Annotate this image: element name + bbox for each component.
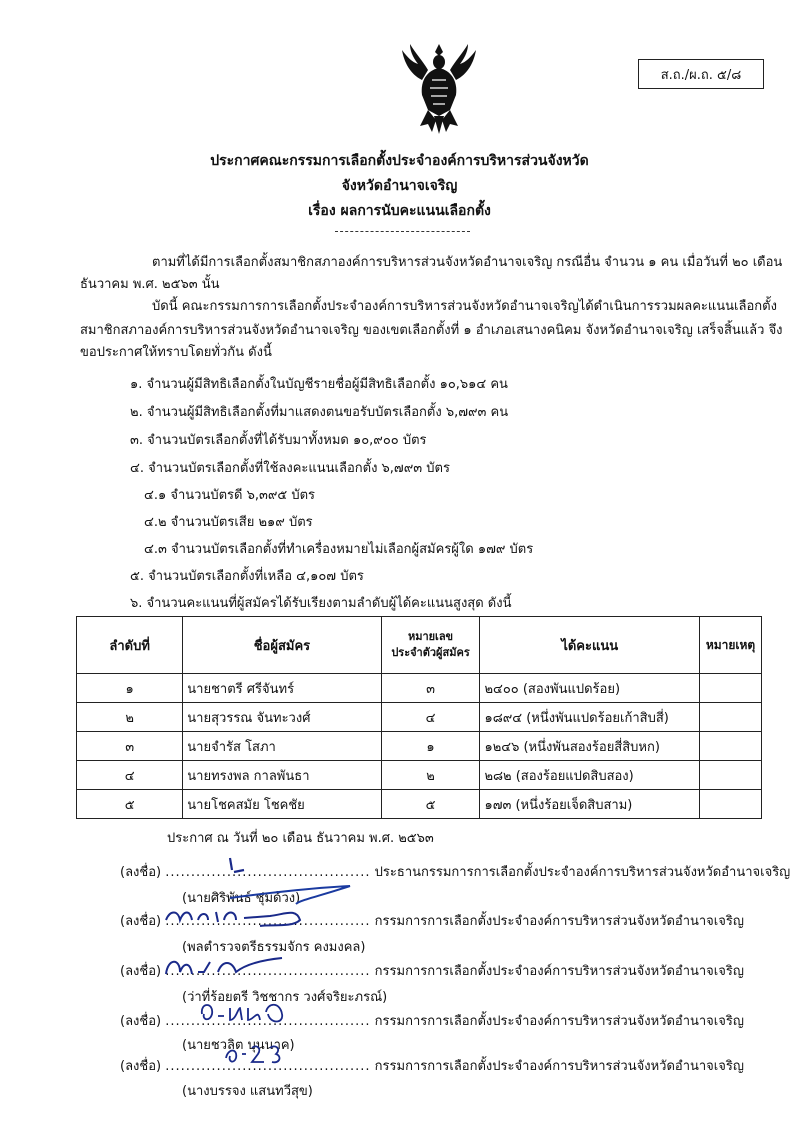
cell-note [700,674,762,703]
item-4-1: ๔.๑ จำนวนบัตรดี ๖,๓๙๕ บัตร [144,488,316,503]
signature-dots: ........................................ [165,865,371,880]
signatory-name-4: (นายชวลิต บุนนาค) [182,1038,295,1053]
cell-rank: ๓ [77,732,183,761]
cell-number: ๓ [381,674,480,703]
table-row [77,790,762,819]
cell-number: ๕ [381,790,480,819]
paragraph-2-line-2: สมาชิกสภาองค์การบริหารส่วนจังหวัดอำนาจเจริญ ของเขตเลือกตั้งที่ ๑ อำเภอเสนางคนิคม จังหวัดอำนาจเจริญ เสร็จสิ้นแล้ว จึง [80,323,783,338]
handwritten-signature-5 [222,1040,292,1070]
table-row [77,732,762,761]
item-1: ๑. จำนวนผู้มีสิทธิเลือกตั้งในบัญชีรายชื่อผู้มีสิทธิเลือกตั้ง ๑๐,๖๑๔ คน [130,377,508,392]
header-title: ประกาศคณะกรรมการเลือกตั้งประจำองค์การบริหารส่วนจังหวัด [210,153,589,169]
cell-name: นายทรงพล กาลพันธา [183,761,381,790]
handwritten-signature-3 [162,948,292,988]
table-header-row [77,617,762,674]
item-5: ๕. จำนวนบัตรเลือกตั้งที่เหลือ ๔,๑๐๗ บัตร [130,569,364,584]
paragraph-1-line-2: ธันวาคม พ.ศ. ๒๕๖๓ นั้น [80,277,220,292]
signature-prefix: (ลงชื่อ) [120,865,162,880]
signature-role: กรรมการการเลือกตั้งประจำองค์การบริหารส่วนจังหวัดอำนาจเจริญ [374,914,744,929]
table-row [77,761,762,790]
header-subject: เรื่อง ผลการนับคะแนนเลือกตั้ง [308,203,491,219]
paragraph-2-line-1: บัดนี้ คณะกรรมการการเลือกตั้งประจำองค์การบริหารส่วนจังหวัดอำนาจเจริญได้ดำเนินการรวมผลคะแนนเลือกตั้ง [152,299,777,314]
signature-prefix: (ลงชื่อ) [120,1059,162,1074]
signature-role: กรรมการการเลือกตั้งประจำองค์การบริหารส่วนจังหวัดอำนาจเจริญ [374,1014,744,1029]
signatory-name-2: (พลตำรวจตรีธรรมจักร คงมงคล) [182,940,366,955]
cell-rank: ๕ [77,790,183,819]
cell-name: นายชาตรี ศรีจันทร์ [183,674,381,703]
results-table [76,616,762,819]
signature-dots: ........................................ [165,1014,371,1029]
header-number-line2: ประจำตัวผู้สมัคร [391,646,470,659]
header-number [381,617,480,674]
header-score: ได้คะแนน [480,617,700,674]
table-row [77,703,762,732]
signatory-name-1: (นายศิริพันธ์ ชุ่มด้วง) [182,891,301,906]
cell-score: ๑๒๔๖ (หนึ่งพันสองร้อยสี่สิบหก) [480,732,700,761]
cell-score: ๒๔๐๐ (สองพันแปดร้อย) [480,674,700,703]
item-3: ๓. จำนวนบัตรเลือกตั้งที่ได้รับมาทั้งหมด ๑๐,๙๐๐ บัตร [130,433,427,448]
signature-dots: ........................................ [165,914,371,929]
garuda-emblem-icon [398,40,480,136]
signature-prefix: (ลงชื่อ) [120,1014,162,1029]
header-rank: ลำดับที่ [77,617,183,674]
document-code-box: ส.ถ./ผ.ถ. ๕/๘ [638,59,764,89]
cell-number: ๑ [381,732,480,761]
item-2: ๒. จำนวนผู้มีสิทธิเลือกตั้งที่มาแสดงตนขอรับบัตรเลือกตั้ง ๖,๗๙๓ คน [130,405,509,420]
handwritten-signature-2 [160,898,320,938]
paragraph-2-line-3: ขอประกาศให้ทราบโดยทั่วกัน ดังนี้ [80,345,272,360]
signature-prefix: (ลงชื่อ) [120,914,162,929]
cell-rank: ๑ [77,674,183,703]
item-4-2: ๔.๒ จำนวนบัตรเสีย ๒๑๙ บัตร [144,515,313,530]
header-number-line1: หมายเลข [407,630,454,643]
signature-line-5 [120,1055,744,1076]
cell-number: ๔ [381,703,480,732]
signatory-name-3: (ว่าที่ร้อยตรี วิชชากร วงศ์จริยะภรณ์) [182,990,388,1005]
signature-dots: ........................................ [165,1059,371,1074]
signature-role: กรรมการการเลือกตั้งประจำองค์การบริหารส่วนจังหวัดอำนาจเจริญ [374,964,744,979]
cell-score: ๑๗๓ (หนึ่งร้อยเจ็ดสิบสาม) [480,790,700,819]
signature-prefix: (ลงชื่อ) [120,964,162,979]
item-4: ๔. จำนวนบัตรเลือกตั้งที่ใช้ลงคะแนนเลือกตั้ง ๖,๗๙๓ บัตร [130,461,450,476]
cell-note [700,732,762,761]
cell-name: นายโชคสมัย โชคชัย [183,790,381,819]
cell-rank: ๔ [77,761,183,790]
paragraph-1-line-1: ตามที่ได้มีการเลือกตั้งสมาชิกสภาองค์การบริหารส่วนจังหวัดอำนาจเจริญ กรณีอื่น จำนวน ๑ คน เมื่อวันที่ ๒๐ เดือน [152,255,783,270]
cell-note [700,761,762,790]
cell-score: ๑๘๙๔ (หนึ่งพันแปดร้อยเก้าสิบสี่) [480,703,700,732]
table-row [77,674,762,703]
signature-role: กรรมการการเลือกตั้งประจำองค์การบริหารส่วนจังหวัดอำนาจเจริญ [374,1059,744,1074]
header-name: ชื่อผู้สมัคร [183,617,381,674]
cell-number: ๒ [381,761,480,790]
header-divider [335,231,470,232]
item-6: ๖. จำนวนคะแนนที่ผู้สมัครได้รับเรียงตามลำดับผู้ได้คะแนนสูงสุด ดังนี้ [130,596,512,611]
header-province: จังหวัดอำนาจเจริญ [341,178,458,194]
header-note: หมายเหตุ [700,617,762,674]
announce-date: ประกาศ ณ วันที่ ๒๐ เดือน ธันวาคม พ.ศ. ๒๕๖๓ [167,831,434,846]
signature-role: ประธานกรรมการการเลือกตั้งประจำองค์การบริหารส่วนจังหวัดอำนาจเจริญ [374,865,791,880]
cell-note [700,703,762,732]
item-4-3: ๔.๓ จำนวนบัตรเลือกตั้งที่ทำเครื่องหมายไม่เลือกผู้สมัครผู้ใด ๑๗๙ บัตร [144,542,534,557]
cell-name: นายจำรัส โสภา [183,732,381,761]
signature-dots: ........................................ [165,964,371,979]
cell-rank: ๒ [77,703,183,732]
cell-name: นายสุวรรณ จันทะวงศ์ [183,703,381,732]
cell-note [700,790,762,819]
cell-score: ๒๘๒ (สองร้อยแปดสิบสอง) [480,761,700,790]
handwritten-signature-4 [196,994,306,1034]
signatory-name-5: (นางบรรจง แสนทวีสุข) [182,1084,313,1099]
